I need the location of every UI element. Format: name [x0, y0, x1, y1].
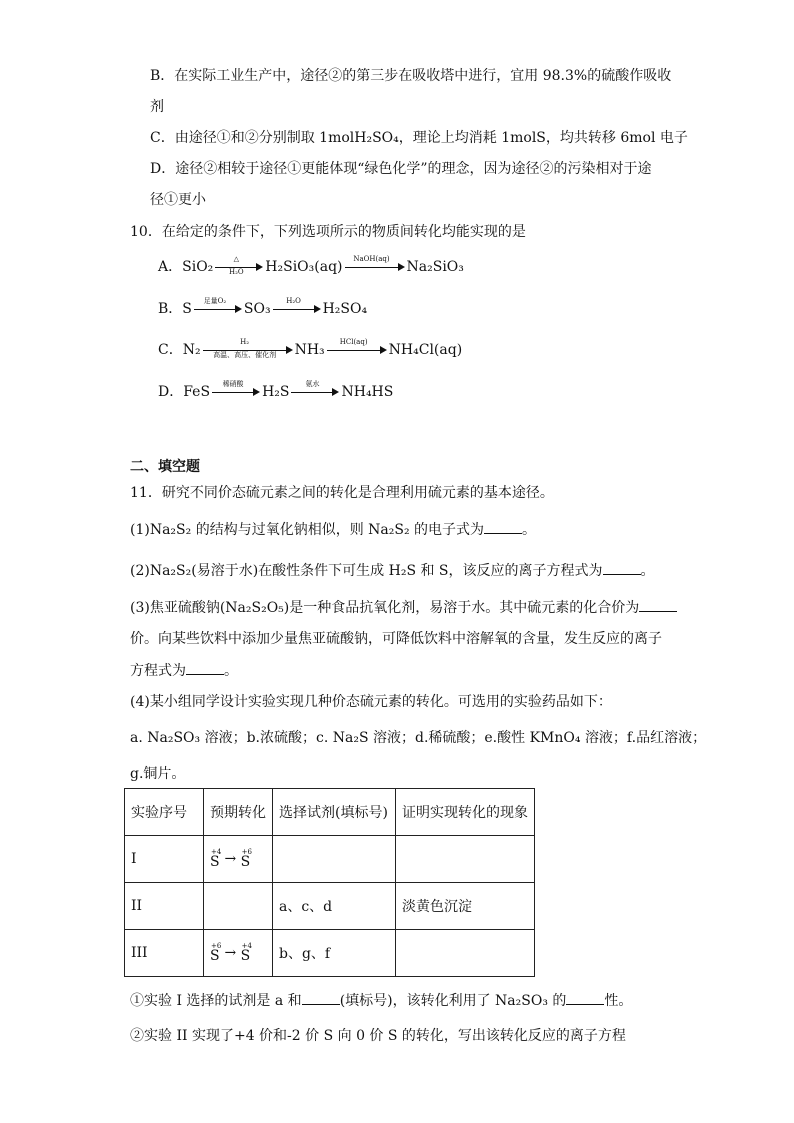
reaction-arrow: H₂O — [273, 299, 321, 319]
reaction-arrow: 氨水 — [291, 382, 339, 402]
table-row — [125, 883, 535, 930]
answer-blank[interactable] — [566, 990, 604, 1005]
reaction-arrow: 足量O₂ — [194, 299, 242, 319]
table-row — [125, 836, 535, 883]
q11-sub2: ②实验 II 实现了+4 价和-2 价 S 向 0 价 S 的转化，写出该转化反应的离子方程 — [130, 1028, 626, 1044]
q10-option-b: B．S 足量O₂ SO₃ H₂O H₂SO₄ — [158, 297, 368, 317]
table-cell-phenomenon — [396, 930, 535, 977]
q9-option-c: C．由途径①和②分别制取 1molH₂SO₄，理论上均消耗 1molS，均共转移 6mol 电子 — [150, 130, 688, 146]
reaction-arrow: 稀硝酸 — [212, 382, 260, 402]
q10-stem: 10．在给定的条件下，下列选项所示的物质间转化均能实现的是 — [130, 224, 526, 240]
arrow-icon: → — [220, 851, 241, 867]
section-title: 二、填空题 — [130, 459, 200, 475]
table-cell-phenomenon: 淡黄色沉淀 — [396, 883, 535, 930]
q9-option-b-line1: B．在实际工业生产中，途径②的第三步在吸收塔中进行，宜用 98.3%的硫酸作吸收 — [150, 68, 672, 84]
arrow-icon: → — [220, 945, 241, 961]
table-header-row — [125, 789, 535, 836]
reaction-arrow: △ H₂O — [215, 257, 263, 277]
q10-option-c: C．N₂ H₂ 高温、高压、催化剂 NH₃ HCl(aq) NH₄Cl(aq) — [158, 338, 463, 359]
table-header-cell: 实验序号 — [125, 789, 204, 836]
reaction-arrow: H₂ 高温、高压、催化剂 — [203, 340, 293, 360]
q11-part4-line2: a. Na₂SO₃ 溶液；b.浓硫酸；c. Na₂S 溶液；d.稀硫酸；e.酸性 KMnO₄ 溶液；f.品红溶液； — [130, 730, 707, 746]
table-row — [125, 930, 535, 977]
q9-option-d-line2: 径①更小 — [150, 192, 206, 208]
q11-stem: 11．研究不同价态硫元素之间的转化是合理利用硫元素的基本途径。 — [130, 485, 554, 501]
table-cell-reagents: b、g、f — [273, 930, 396, 977]
table-cell-reagents: a、c、d — [273, 883, 396, 930]
experiment-table — [124, 788, 535, 977]
q10-option-a: A．SiO₂ △ H₂O H₂SiO₃(aq) NaOH(aq) Na₂SiO₃ — [158, 255, 464, 276]
q11-part3-line3: 方程式为 。 — [130, 660, 238, 681]
table-cell-id: II — [125, 883, 204, 930]
q11-part1: (1)Na₂S₂ 的结构与过氧化钠相似，则 Na₂S₂ 的电子式为 。 — [130, 519, 536, 540]
table-header-cell: 证明实现转化的现象 — [396, 789, 535, 836]
table-cell-conversion: +6 S → +4 S — [204, 930, 273, 977]
answer-blank[interactable] — [603, 560, 641, 575]
q10-option-d: D．FeS 稀硝酸 H₂S 氨水 NH₄HS — [158, 380, 394, 400]
reaction-arrow: HCl(aq) — [327, 340, 387, 360]
table-header-cell: 预期转化 — [204, 789, 273, 836]
q11-sub1: ①实验 I 选择的试剂是 a 和 (填标号)，该转化利用了 Na₂SO₃ 的 性。 — [130, 990, 632, 1011]
table-cell-conversion — [204, 883, 273, 930]
answer-blank[interactable] — [186, 660, 224, 675]
table-cell-phenomenon — [396, 836, 535, 883]
q9-option-d-line1: D．途径②相较于途径①更能体现“绿色化学”的理念，因为途径②的污染相对于途 — [150, 161, 652, 177]
q11-part3-line1: (3)焦亚硫酸钠(Na₂S₂O₅)是一种食品抗氧化剂，易溶于水。其中硫元素的化合价为 — [130, 597, 677, 618]
answer-blank[interactable] — [639, 597, 677, 612]
q11-part2: (2)Na₂S₂(易溶于水)在酸性条件下可生成 H₂S 和 S，该反应的离子方程式为 。 — [130, 560, 655, 581]
answer-blank[interactable] — [302, 990, 340, 1005]
table-header-cell: 选择试剂(填标号) — [273, 789, 396, 836]
answer-blank[interactable] — [484, 519, 522, 534]
q11-part4-line1: (4)某小组同学设计实验实现几种价态硫元素的转化。可选用的实验药品如下： — [130, 694, 612, 710]
table-cell-id: I — [125, 836, 204, 883]
q11-part3-line2: 价。向某些饮料中添加少量焦亚硫酸钠，可降低饮料中溶解氧的含量，发生反应的离子 — [130, 631, 662, 647]
q11-part4-line3: g.铜片。 — [130, 766, 186, 782]
table-cell-conversion: +4 S → +6 S — [204, 836, 273, 883]
table-cell-id: III — [125, 930, 204, 977]
table-cell-reagents — [273, 836, 396, 883]
q9-option-b-line2: 剂 — [150, 99, 164, 115]
reaction-arrow: NaOH(aq) — [345, 257, 405, 277]
